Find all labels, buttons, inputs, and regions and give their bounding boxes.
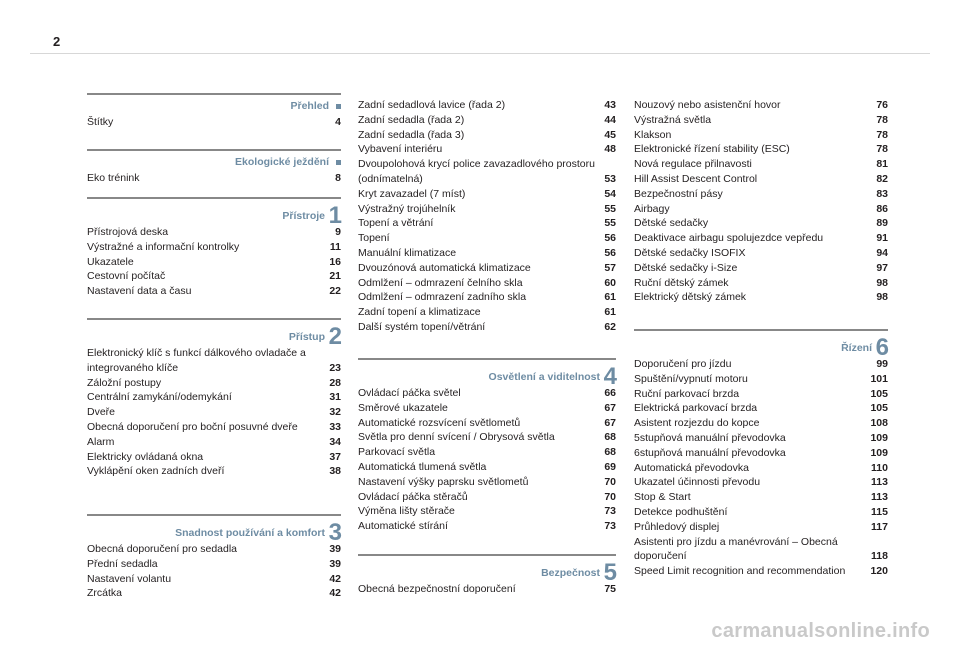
- toc-entry-title: Obecná doporučení pro boční posuvné dveře: [87, 420, 298, 433]
- toc-entry-page: 4: [335, 116, 341, 128]
- toc-entry[interactable]: [634, 142, 888, 157]
- toc-entry[interactable]: [358, 246, 616, 261]
- toc-entry-page: 75: [604, 583, 616, 595]
- toc-entry-page: 16: [329, 255, 341, 268]
- toc-entry[interactable]: [634, 505, 888, 520]
- watermark: carmanualsonline.info: [711, 620, 930, 642]
- toc-entry-title: Nastavení výšky paprsku světlometů: [358, 475, 529, 488]
- toc-entry-title: Automatické rozsvícení světlometů: [358, 416, 521, 429]
- toc-entry-page: 48: [604, 143, 616, 156]
- toc-entry-page: 21: [329, 270, 341, 283]
- toc-entry[interactable]: [634, 490, 888, 505]
- section-title: Bezpečnost: [541, 567, 600, 579]
- toc-entry[interactable]: [87, 586, 341, 601]
- toc-entry[interactable]: [87, 115, 341, 130]
- toc-entry[interactable]: [634, 357, 888, 372]
- section-bezpecnost: [358, 554, 616, 597]
- toc-entry-title: Nouzový nebo asistenční hovor: [634, 99, 781, 111]
- toc-entry-page: 83: [876, 187, 888, 200]
- toc-entry-title: Manuální klimatizace: [358, 246, 457, 259]
- entry-list: [358, 386, 616, 534]
- entry-list: [358, 582, 616, 597]
- toc-entry-title: Ukazatele: [87, 255, 134, 268]
- section-header: [87, 514, 342, 546]
- toc-entry-title: Zadní sedadlová lavice (řada 2): [358, 99, 506, 111]
- toc-entry-page: 57: [604, 261, 616, 274]
- section-title: Ekologické ježdění: [235, 156, 329, 168]
- toc-entry-page: 68: [604, 431, 616, 444]
- toc-entry-page: 44: [604, 113, 616, 126]
- toc-entry-page: 38: [329, 465, 341, 478]
- toc-entry-page: 98: [876, 291, 888, 304]
- toc-entry-title: Dveře: [87, 406, 116, 419]
- toc-entry[interactable]: [358, 261, 616, 276]
- toc-entry-title: Zadní sedadla (řada 2): [358, 113, 465, 126]
- toc-entry-title: Zadní sedadla (řada 3): [358, 128, 465, 141]
- toc-entry-page: 69: [604, 460, 616, 473]
- section-square-icon: [336, 104, 341, 109]
- toc-entry[interactable]: [87, 542, 341, 557]
- toc-entry[interactable]: [358, 142, 616, 157]
- toc-entry-page: 113: [871, 476, 888, 489]
- toc-entry-title: Štítky: [87, 116, 114, 128]
- toc-entry[interactable]: [358, 202, 616, 217]
- toc-entry[interactable]: [634, 416, 888, 431]
- toc-entry[interactable]: [634, 564, 888, 579]
- toc-entry-title: Obecná bezpečnostní doporučení: [358, 583, 516, 595]
- toc-entry-page: 76: [876, 99, 888, 111]
- toc-entry-title: Hill Assist Descent Control: [634, 172, 758, 185]
- toc-entry[interactable]: [358, 305, 616, 320]
- section-header: [87, 197, 342, 229]
- toc-entry[interactable]: [634, 475, 888, 490]
- toc-entry[interactable]: [634, 246, 888, 261]
- toc-entry-page: 62: [604, 320, 616, 333]
- toc-entry-title: Obecná doporučení pro sedadla: [87, 543, 238, 555]
- toc-entry[interactable]: [634, 231, 888, 246]
- toc-entry-page: 108: [870, 417, 888, 430]
- toc-entry[interactable]: [358, 445, 616, 460]
- toc-entry-page: 89: [876, 217, 888, 230]
- section-continued: [358, 98, 616, 335]
- toc-entry-page: 11: [329, 240, 341, 253]
- toc-entry[interactable]: [87, 269, 341, 284]
- toc-entry-page: 61: [604, 306, 616, 319]
- toc-entry-title: Elektrická parkovací brzda: [634, 402, 758, 415]
- toc-entry[interactable]: [358, 490, 616, 505]
- toc-entry-page: 86: [876, 202, 888, 215]
- toc-entry-page: 78: [876, 143, 888, 156]
- toc-entry-page: 61: [604, 291, 616, 304]
- toc-entry[interactable]: [634, 372, 888, 387]
- toc-entry[interactable]: [87, 376, 341, 391]
- toc-entry-title: Cestovní počítač: [87, 270, 166, 283]
- toc-entry-page: 28: [329, 376, 341, 389]
- toc-entry-title: Dětské sedačky: [634, 217, 709, 230]
- toc-entry-title: Směrové ukazatele: [358, 401, 448, 414]
- toc-entry-page: 109: [870, 446, 888, 459]
- toc-entry-page: 33: [329, 420, 341, 433]
- toc-entry[interactable]: [358, 430, 616, 445]
- toc-entry-title: Ovládací páčka světel: [358, 387, 461, 399]
- toc-entry[interactable]: [358, 290, 616, 305]
- toc-entry-title: Přední sedadla: [87, 557, 158, 570]
- toc-entry-title: Dvouzónová automatická klimatizace: [358, 261, 531, 274]
- toc-entry[interactable]: [358, 187, 616, 202]
- toc-entry-title: Elektronické řízení stability (ESC): [634, 143, 790, 156]
- toc-entry-page: 98: [876, 276, 888, 289]
- section-rizeni: [634, 329, 888, 579]
- toc-entry-page: 70: [604, 475, 616, 488]
- toc-entry-title: Vybavení interiéru: [358, 143, 443, 156]
- section-number: 5: [603, 559, 617, 586]
- entry-list: [358, 98, 616, 335]
- toc-entry-title: Centrální zamykání/odemykání: [87, 391, 232, 404]
- toc-entry-title: Eko trénink: [87, 172, 140, 184]
- toc-entry-page: 45: [604, 128, 616, 141]
- toc-entry-title: Asistent rozjezdu do kopce: [634, 417, 760, 430]
- toc-entry-title: Nová regulace přilnavosti: [634, 158, 752, 171]
- entry-list: [634, 357, 888, 579]
- toc-entry[interactable]: [358, 231, 616, 246]
- section-number: 3: [328, 519, 342, 546]
- toc-entry-page: 31: [329, 391, 341, 404]
- toc-entry-page: 97: [876, 261, 888, 274]
- toc-entry-page: 110: [871, 461, 888, 474]
- toc-entry-page: 56: [604, 246, 616, 259]
- entry-list: [87, 346, 341, 479]
- section-ekologicke-jezdeni: [87, 149, 341, 186]
- section-osvetleni: [358, 358, 616, 534]
- toc-entry[interactable]: [358, 113, 616, 128]
- toc-entry-page: 82: [876, 172, 888, 185]
- toc-entry-page: 99: [876, 358, 888, 370]
- toc-entry-title: Výstražný trojúhelník: [358, 202, 456, 215]
- section-square-icon: [336, 160, 341, 165]
- toc-entry-page: 66: [604, 387, 616, 399]
- toc-entry[interactable]: [87, 225, 341, 240]
- toc-entry-page: 73: [604, 505, 616, 518]
- section-header: [87, 149, 341, 171]
- section-pristroje: [87, 197, 341, 299]
- toc-entry-title: Odmlžení – odmrazení čelního skla: [358, 276, 523, 289]
- toc-entry[interactable]: [87, 240, 341, 255]
- toc-entry-page: 109: [870, 431, 888, 444]
- toc-entry[interactable]: [634, 98, 888, 113]
- toc-entry-page: 39: [329, 557, 341, 570]
- section-continued: [634, 98, 888, 305]
- toc-entry-page: 22: [329, 285, 341, 298]
- toc-entry[interactable]: [358, 98, 616, 113]
- toc-entry[interactable]: [358, 416, 616, 431]
- toc-entry-title: Vyklápění oken zadních dveří: [87, 465, 225, 478]
- toc-entry-page: 105: [870, 387, 888, 400]
- toc-entry-page: 54: [604, 187, 616, 200]
- toc-entry-page: 9: [335, 226, 341, 238]
- section-header: [87, 93, 341, 115]
- toc-entry-page: 67: [604, 416, 616, 429]
- toc-entry-title: Světla pro denní svícení / Obrysová světla: [358, 431, 555, 444]
- toc-entry[interactable]: [87, 405, 341, 420]
- toc-entry-page: 113: [871, 491, 888, 504]
- toc-entry[interactable]: [87, 420, 341, 435]
- toc-entry-title: Spuštění/vypnutí motoru: [634, 372, 748, 385]
- section-title: Snadnost používání a komfort: [175, 527, 325, 539]
- toc-entry-page: 55: [604, 217, 616, 230]
- toc-entry[interactable]: [358, 157, 616, 187]
- section-title: Osvětlení a viditelnost: [488, 371, 600, 383]
- toc-entry-title: Výměna lišty stěrače: [358, 505, 455, 518]
- toc-entry-title: Detekce podhuštění: [634, 505, 728, 518]
- toc-entry[interactable]: [87, 450, 341, 465]
- toc-entry[interactable]: [634, 128, 888, 143]
- toc-entry-title: Další systém topení/větrání: [358, 320, 486, 333]
- toc-entry[interactable]: [358, 475, 616, 490]
- toc-entry-page: 56: [604, 232, 616, 245]
- section-pristup: [87, 318, 341, 479]
- toc-entry-title: Elektricky ovládaná okna: [87, 450, 204, 463]
- toc-entry-page: 37: [329, 450, 341, 463]
- toc-entry[interactable]: [87, 346, 341, 376]
- toc-entry[interactable]: [634, 187, 888, 202]
- toc-entry[interactable]: [634, 216, 888, 231]
- toc-entry-title: Ruční dětský zámek: [634, 276, 729, 289]
- toc-entry-page: 34: [329, 435, 341, 448]
- toc-entry[interactable]: [358, 460, 616, 475]
- toc-entry-page: 53: [604, 172, 616, 185]
- toc-entry-title: Automatická tlumená světla: [358, 460, 487, 473]
- toc-entry-title: Parkovací světla: [358, 446, 436, 459]
- section-header: [358, 358, 617, 390]
- toc-entry[interactable]: [87, 572, 341, 587]
- entry-list: [634, 98, 888, 305]
- toc-entry[interactable]: [87, 557, 341, 572]
- toc-entry-title: Elektrický dětský zámek: [634, 291, 747, 304]
- toc-entry-title: Speed Limit recognition and recommendation: [634, 565, 846, 578]
- toc-entry-page: 8: [335, 172, 341, 184]
- toc-entry-page: 43: [604, 99, 616, 111]
- toc-entry-title: Průhledový displej: [634, 520, 720, 533]
- toc-entry[interactable]: [634, 172, 888, 187]
- toc-entry[interactable]: [87, 171, 341, 186]
- toc-entry-title: Ruční parkovací brzda: [634, 387, 740, 400]
- toc-entry[interactable]: [634, 446, 888, 461]
- toc-entry[interactable]: [634, 157, 888, 172]
- section-number: 1: [328, 202, 342, 229]
- toc-entry-title: Kryt zavazadel (7 míst): [358, 187, 466, 200]
- toc-entry-title: Nastavení volantu: [87, 572, 172, 585]
- toc-entry-title: Elektronický klíč s funkcí dálkového ovladače a integrovaného klíče: [87, 347, 306, 374]
- toc-entry-title: Nastavení data a času: [87, 285, 192, 298]
- toc-entry[interactable]: [634, 202, 888, 217]
- toc-entry-page: 73: [604, 520, 616, 533]
- toc-entry[interactable]: [358, 504, 616, 519]
- toc-entry-title: Přístrojová deska: [87, 226, 169, 238]
- toc-entry[interactable]: [634, 461, 888, 476]
- toc-entry-title: Dětské sedačky i-Size: [634, 261, 738, 274]
- toc-entry-page: 67: [604, 401, 616, 414]
- toc-entry-page: 120: [870, 565, 888, 578]
- toc-entry-title: Zrcátka: [87, 587, 123, 600]
- section-snadnost-pouzivani: [87, 514, 341, 601]
- section-number: 6: [875, 334, 889, 361]
- toc-entry-title: Ovládací páčka stěračů: [358, 490, 468, 503]
- header-rule: [30, 53, 930, 54]
- toc-entry-title: Dvoupolohová krycí police zavazadlového prostoru (odnímatelná): [358, 158, 595, 185]
- toc-entry-page: 42: [329, 587, 341, 600]
- toc-entry-title: Alarm: [87, 435, 115, 448]
- toc-entry-page: 115: [871, 505, 888, 518]
- toc-entry[interactable]: [634, 387, 888, 402]
- toc-entry-title: Záložní postupy: [87, 376, 162, 389]
- section-number: 4: [603, 363, 617, 390]
- entry-list: [87, 171, 341, 186]
- toc-entry[interactable]: [358, 216, 616, 231]
- toc-entry-page: 55: [604, 202, 616, 215]
- toc-entry[interactable]: [634, 520, 888, 535]
- toc-entry[interactable]: [358, 401, 616, 416]
- toc-entry[interactable]: [358, 582, 616, 597]
- toc-entry-page: 60: [604, 276, 616, 289]
- toc-entry-title: Doporučení pro jízdu: [634, 358, 732, 370]
- toc-entry-title: Výstražné a informační kontrolky: [87, 240, 240, 253]
- toc-entry-page: 81: [876, 158, 888, 171]
- toc-entry-page: 91: [876, 232, 888, 245]
- toc-entry-page: 23: [329, 361, 341, 374]
- toc-entry[interactable]: [87, 390, 341, 405]
- toc-entry[interactable]: [358, 519, 616, 534]
- toc-entry-title: Stop & Start: [634, 491, 691, 504]
- toc-entry-title: 5stupňová manuální převodovka: [634, 431, 786, 444]
- toc-entry[interactable]: [358, 386, 616, 401]
- toc-entry[interactable]: [358, 128, 616, 143]
- toc-entry-page: 42: [329, 572, 341, 585]
- toc-entry-page: 39: [329, 543, 341, 555]
- toc-entry-page: 118: [871, 550, 888, 563]
- toc-entry[interactable]: [634, 276, 888, 291]
- entry-list: [87, 225, 341, 299]
- entry-list: [87, 542, 341, 601]
- toc-entry-title: Deaktivace airbagu spolujezdce vepředu: [634, 232, 824, 245]
- toc-entry-title: Výstražná světla: [634, 113, 712, 126]
- toc-entry-title: Klakson: [634, 128, 672, 141]
- section-title: Přístup: [288, 331, 325, 343]
- toc-entry[interactable]: [87, 435, 341, 450]
- toc-entry-title: Dětské sedačky ISOFIX: [634, 246, 746, 259]
- toc-entry-page: 105: [870, 402, 888, 415]
- section-title: Řízení: [841, 342, 872, 354]
- toc-entry-title: Bezpečnostní pásy: [634, 187, 723, 200]
- toc-entry-page: 78: [876, 128, 888, 141]
- toc-entry[interactable]: [634, 535, 888, 565]
- toc-entry-page: 78: [876, 113, 888, 126]
- section-prehled: [87, 93, 341, 130]
- toc-entry-page: 101: [870, 372, 888, 385]
- toc-entry-title: 6stupňová manuální převodovka: [634, 446, 786, 459]
- toc-entry-page: 70: [604, 490, 616, 503]
- toc-entry-title: Asistenti pro jízdu a manévrování – Obecná doporučení: [634, 535, 838, 563]
- toc-entry-title: Odmlžení – odmrazení zadního skla: [358, 291, 527, 304]
- toc-entry-title: Topení: [358, 232, 390, 245]
- toc-entry[interactable]: [634, 290, 888, 305]
- toc-entry[interactable]: [634, 261, 888, 276]
- entry-list: [87, 115, 341, 130]
- section-header: [87, 318, 342, 350]
- toc-entry[interactable]: [634, 431, 888, 446]
- section-title: Přehled: [290, 100, 329, 112]
- toc-entry[interactable]: [634, 401, 888, 416]
- toc-entry-title: Airbagy: [634, 202, 670, 215]
- toc-entry[interactable]: [87, 255, 341, 270]
- toc-entry-title: Ukazatel účinnosti převodu: [634, 476, 761, 489]
- toc-entry-title: Zadní topení a klimatizace: [358, 306, 481, 319]
- toc-entry-title: Automatické stírání: [358, 520, 448, 533]
- section-title: Přístroje: [282, 210, 325, 222]
- toc-entry[interactable]: [87, 284, 341, 299]
- toc-entry[interactable]: [358, 320, 616, 335]
- page-number: 2: [53, 34, 61, 49]
- toc-entry[interactable]: [87, 464, 341, 479]
- toc-entry-page: 117: [871, 520, 888, 533]
- toc-entry[interactable]: [634, 113, 888, 128]
- section-number: 2: [328, 323, 342, 350]
- section-header: [358, 554, 617, 586]
- toc-entry[interactable]: [358, 276, 616, 291]
- toc-entry-page: 94: [876, 246, 888, 259]
- toc-entry-page: 68: [604, 446, 616, 459]
- toc-entry-title: Topení a větrání: [358, 217, 434, 230]
- section-header: [634, 329, 889, 361]
- toc-entry-title: Automatická převodovka: [634, 461, 749, 474]
- toc-entry-page: 32: [329, 406, 341, 419]
